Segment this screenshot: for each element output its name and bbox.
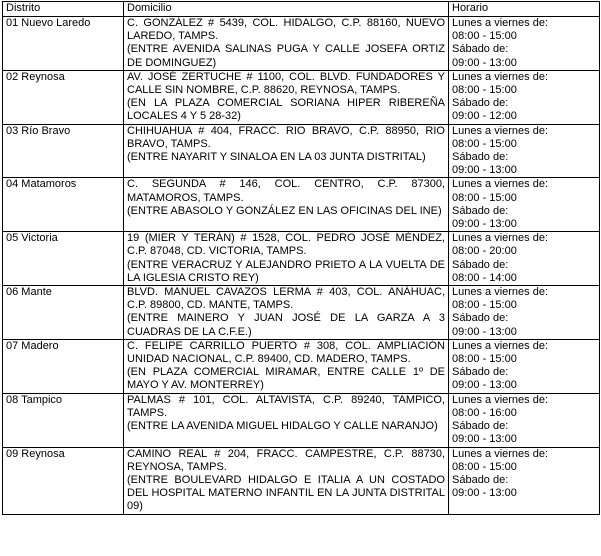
schedule-line: Sábado de: — [452, 312, 509, 325]
address-reference: (ENTRE BOULEVARD HIDALGO E ITALIA A UN COSTADO DEL HOSPITAL MATERNO INFANTIL EN LA JUNTA DISTRITAL 09) — [127, 473, 445, 513]
schedule-line: 09:00 - 13:00 — [452, 218, 517, 231]
district-cell: 07 Madero — [3, 339, 124, 393]
schedule-line: Sábado de: — [452, 43, 509, 56]
address-reference: (EN LA PLAZA COMERCIAL SORIANA HIPER RIBEREÑA LOCALES 4 Y 5 28-32) — [127, 97, 445, 123]
schedule-line: 09:00 - 13:00 — [452, 164, 517, 177]
schedule-line: Lunes a viernes de: — [452, 178, 549, 191]
table-row — [3, 286, 600, 340]
schedule-cell — [449, 393, 600, 447]
schedule-line: Sábado de: — [452, 258, 509, 271]
schedule-line: Lunes a viernes de: — [452, 124, 549, 137]
schedule-line: Lunes a viernes de: — [452, 339, 549, 352]
table-row — [3, 17, 600, 71]
schedule-cell — [449, 178, 600, 232]
address-reference: (ENTRE LA AVENIDA MIGUEL HIDALGO Y CALLE NARANJO) — [127, 420, 438, 433]
schedule-line: Sábado de: — [452, 204, 509, 217]
schedule-cell — [449, 286, 600, 340]
schedule-line: Sábado de: — [452, 151, 509, 164]
schedule-line: 08:00 - 15:00 — [452, 353, 517, 366]
header-domicilio: Domicilio — [124, 2, 449, 17]
schedule-line: Sábado de: — [452, 97, 509, 110]
address-reference: (EN PLAZA COMERCIAL MIRAMAR, ENTRE CALLE 1º DE MAYO Y AV. MONTERREY) — [127, 366, 445, 392]
address-cell — [124, 178, 449, 232]
schedule-line: 08:00 - 20:00 — [452, 245, 517, 258]
schedule-line: 09:00 - 13:00 — [452, 487, 517, 500]
schedule-line: Sábado de: — [452, 473, 509, 486]
table-row — [3, 447, 600, 514]
address-text: CAMINO REAL # 204, FRACC. CAMPESTRE, C.P. 88730, REYNOSA, TAMPS. — [127, 447, 445, 473]
schedule-line: 08:00 - 15:00 — [452, 299, 517, 312]
address-cell — [124, 124, 449, 178]
schedule-cell — [449, 447, 600, 514]
address-reference: (ENTRE MAINERO Y JUAN JOSÉ DE LA GARZA A 3 CUADRAS DE LA C.F.E.) — [127, 312, 445, 338]
district-cell: 04 Matamoros — [3, 178, 124, 232]
schedule-line: 09:00 - 12:00 — [452, 110, 517, 123]
address-reference: (ENTRE VERACRUZ Y ALEJANDRO PRIETO A LA VUELTA DE LA IGLESIA CRISTO REY) — [127, 258, 445, 284]
address-cell — [124, 447, 449, 514]
schedule-line: Lunes a viernes de: — [452, 393, 549, 406]
schedule-cell — [449, 17, 600, 71]
header-distrito: Distrito — [3, 2, 124, 17]
schedule-line: 08:00 - 16:00 — [452, 406, 517, 419]
table-row — [3, 124, 600, 178]
table-row — [3, 232, 600, 286]
schedule-line: 08:00 - 15:00 — [452, 137, 517, 150]
address-text: C. SEGUNDA # 146, COL. CENTRO, C.P. 87300, MATAMOROS, TAMPS. — [127, 178, 445, 204]
address-text: C. GONZÁLEZ # 5439, COL. HIDALGO, C.P. 88160, NUEVO LAREDO, TAMPS. — [127, 17, 445, 43]
schedule-line: Sábado de: — [452, 420, 509, 433]
schedule-line: 08:00 - 15:00 — [452, 460, 517, 473]
district-cell: 02 Reynosa — [3, 70, 124, 124]
address-cell — [124, 70, 449, 124]
schedule-cell — [449, 70, 600, 124]
schedule-line: 08:00 - 15:00 — [452, 30, 517, 43]
address-text: AV. JOSÉ ZERTUCHE # 1100, COL. BLVD. FUNDADORES Y CALLE SIN NOMBRE, C.P. 88620, REYNOSA, TAMPS. — [127, 70, 445, 97]
address-cell — [124, 286, 449, 340]
table-row — [3, 339, 600, 393]
schedule-line: Lunes a viernes de: — [452, 70, 549, 83]
header-row — [3, 2, 600, 17]
header-horario: Horario — [449, 2, 600, 17]
schedule-line: Lunes a viernes de: — [452, 447, 549, 460]
schedule-line: Sábado de: — [452, 366, 509, 379]
schedule-line: 08:00 - 15:00 — [452, 191, 517, 204]
address-text: C. FELIPE CARRILLO PUERTO # 308, COL. AMPLIACIÓN UNIDAD NACIONAL, C.P. 89400, CD. MADERO, TAMPS. — [127, 339, 445, 366]
schedule-line: 08:00 - 14:00 — [452, 271, 517, 284]
schedule-line: 09:00 - 13:00 — [452, 379, 517, 392]
table-row — [3, 178, 600, 232]
district-cell: 05 Victoria — [3, 232, 124, 286]
address-text: CHIHUAHUA # 404, FRACC. RIO BRAVO, C.P. 88950, RIO BRAVO, TAMPS. — [127, 124, 445, 150]
address-text: PALMAS # 101, COL. ALTAVISTA, C.P. 89240, TAMPICO, TAMPS. — [127, 393, 445, 419]
table-row — [3, 70, 600, 124]
district-cell: 03 Río Bravo — [3, 124, 124, 178]
table-body — [3, 17, 600, 515]
table-row — [3, 393, 600, 447]
address-cell — [124, 339, 449, 393]
schedule-cell — [449, 232, 600, 286]
schedule-line: Lunes a viernes de: — [452, 286, 549, 299]
address-reference: (ENTRE AVENIDA SALINAS PUGA Y CALLE JOSEFA ORTIZ DE DOMINGUEZ) — [127, 43, 445, 69]
district-cell: 08 Tampico — [3, 393, 124, 447]
address-cell — [124, 17, 449, 71]
address-cell — [124, 232, 449, 286]
offices-table — [2, 1, 600, 515]
address-reference: (ENTRE ABASOLO Y GONZÁLEZ EN LAS OFICINAS DEL INE) — [127, 204, 442, 217]
schedule-line: Lunes a viernes de: — [452, 232, 549, 245]
schedule-line: 09:00 - 13:00 — [452, 433, 517, 446]
district-cell: 06 Mante — [3, 286, 124, 340]
schedule-line: 09:00 - 13:00 — [452, 325, 517, 338]
district-cell: 01 Nuevo Laredo — [3, 17, 124, 71]
schedule-cell — [449, 339, 600, 393]
address-cell — [124, 393, 449, 447]
schedule-line: 08:00 - 15:00 — [452, 84, 517, 97]
address-reference: (ENTRE NAYARIT Y SINALOA EN LA 03 JUNTA DISTRITAL) — [127, 151, 426, 164]
address-text: BLVD. MANUEL CAVAZOS LERMA # 403, COL. ANÁHUAC, C.P. 89800, CD. MANTE, TAMPS. — [127, 286, 445, 312]
address-text: 19 (MIER Y TERÁN) # 1528, COL. PEDRO JOSÉ MÉNDEZ, C.P. 87048, CD. VICTORIA, TAMPS. — [127, 232, 445, 258]
district-cell: 09 Reynosa — [3, 447, 124, 514]
schedule-line: 09:00 - 13:00 — [452, 56, 517, 69]
schedule-cell — [449, 124, 600, 178]
schedule-line: Lunes a viernes de: — [452, 17, 549, 29]
